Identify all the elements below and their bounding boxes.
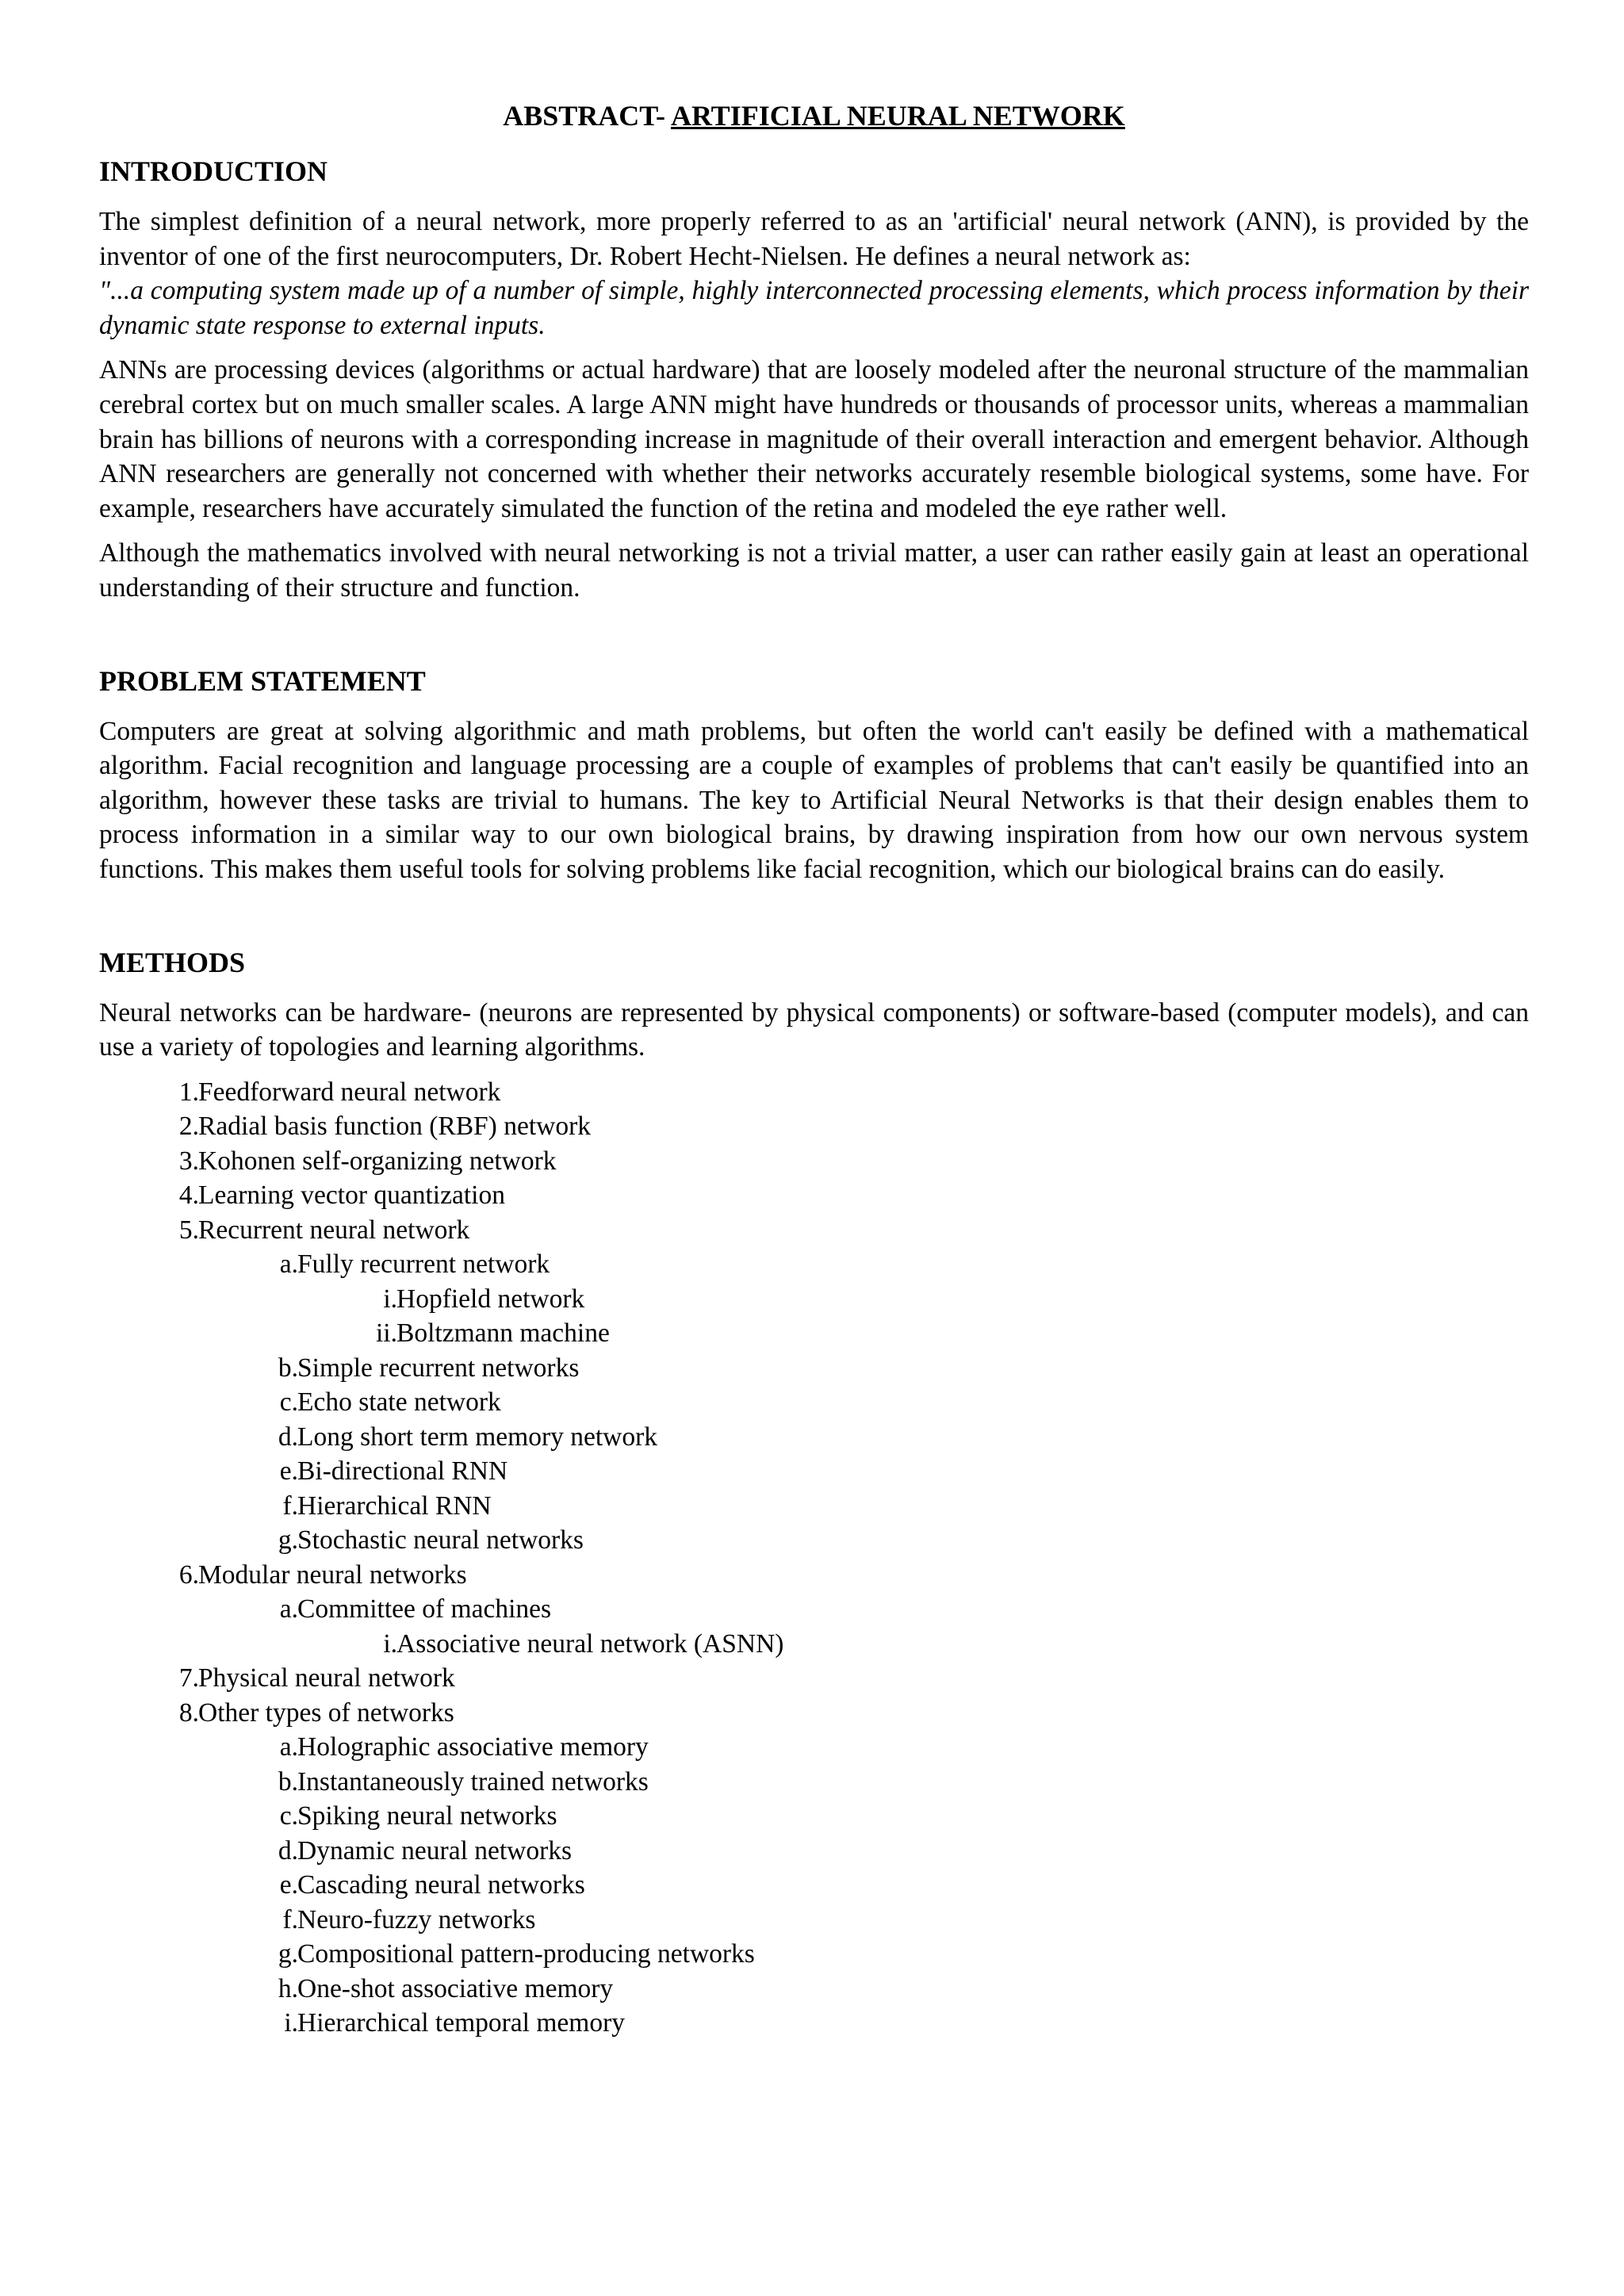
list-item-number: h. — [278, 1973, 298, 2003]
list-item-number: 3. — [178, 1146, 199, 1176]
introduction-paragraph-1 — [99, 205, 1529, 342]
list-item — [99, 1213, 1529, 1248]
list-item-number: a. — [279, 1249, 298, 1280]
problem-paragraph: Computers are great at solving algorithmic and math problems, but often the world can't easily be defined with a mathematical algorithm. Facial recognition and language processing are a couple of examples of problems that can't easily be quantified into an algorithm, however these tasks are trivial to humans. The key to Artificial Neural Networks is that their design enables them to process information in a similar way to our own biological brains, by drawing inspiration from how our own nervous system functions. This makes them useful tools for solving problems like facial recognition, which our biological brains can do easily. — [99, 716, 1529, 884]
list-item — [99, 1523, 1529, 1558]
list-item-number: f. — [282, 1904, 298, 1934]
list-item — [99, 1765, 1529, 1800]
introduction-p1-text: The simplest definition of a neural network, more properly referred to as an 'artificial' neural network (ANN), is provided by the inventor of one of the first neurocomputers, Dr. Robert Hecht-Nielsen. He defines a neural network as: — [99, 207, 1529, 271]
list-item-number: i. — [284, 2008, 298, 2038]
list-item-number: c. — [279, 1801, 298, 1831]
introduction-paragraph-3: Although the mathematics involved with neural networking is not a trivial matter, a user can rather easily gain at least an operational understanding of their structure and function. — [99, 538, 1529, 603]
list-item — [99, 1834, 1529, 1869]
list-item-text: Fully recurrent network — [297, 1249, 550, 1280]
list-item-number: 4. — [178, 1181, 199, 1211]
list-item — [99, 1558, 1529, 1593]
list-item-number: i. — [383, 1284, 397, 1314]
list-item-text: Associative neural network (ASNN) — [396, 1628, 784, 1659]
list-item — [99, 1178, 1529, 1213]
list-item-number: g. — [278, 1525, 298, 1556]
introduction-paragraph-2: ANNs are processing devices (algorithms or actual hardware) that are loosely modeled after the neuronal structure of the mammalian cerebral cortex but on much smaller scales. A large ANN might have hundreds or thousands of processor units, whereas a mammalian brain has billions of neurons with a corresponding increase in magnitude of their overall interaction and emergent behavior. Although ANN researchers are generally not concerned with whether their networks accurately resemble biological systems, some have. For example, researchers have accurately simulated the function of the retina and modeled the eye rather well. — [99, 355, 1529, 523]
list-item — [99, 1937, 1529, 1972]
title-underlined: ARTIFICIAL NEURAL NETWORK — [670, 100, 1125, 132]
list-item — [99, 1799, 1529, 1834]
list-item — [99, 1075, 1529, 1110]
list-item — [99, 1627, 1529, 1662]
list-item-number: e. — [279, 1456, 298, 1487]
list-item-text: Other types of networks — [198, 1697, 454, 1728]
list-item-text: Instantaneously trained networks — [297, 1766, 649, 1797]
list-item — [99, 1730, 1529, 1765]
list-item-text: Stochastic neural networks — [297, 1525, 584, 1556]
list-item — [99, 1454, 1529, 1489]
list-item-number: c. — [279, 1387, 298, 1418]
list-item-number: g. — [278, 1939, 298, 1969]
section-spacer — [99, 616, 1529, 664]
list-item — [99, 1903, 1529, 1938]
section-spacer — [99, 897, 1529, 945]
list-item-text: Hopfield network — [396, 1284, 585, 1314]
list-item-number: 1. — [178, 1077, 199, 1107]
list-item-number: a. — [279, 1594, 298, 1624]
list-item-text: Hierarchical temporal memory — [297, 2008, 625, 2038]
list-item-number: 2. — [178, 1112, 199, 1142]
list-item — [99, 1696, 1529, 1731]
methods-heading: METHODS — [99, 946, 246, 978]
problem-heading: PROBLEM STATEMENT — [99, 664, 426, 697]
list-item-number: b. — [278, 1766, 298, 1797]
list-item — [99, 1282, 1529, 1317]
list-item-text: Compositional pattern-producing networks — [297, 1939, 755, 1969]
list-item-text: Modular neural networks — [198, 1559, 467, 1590]
list-item — [99, 1316, 1529, 1351]
list-item-number: 8. — [178, 1697, 199, 1728]
introduction-heading: INTRODUCTION — [99, 155, 328, 187]
list-item-text: Echo state network — [297, 1387, 501, 1418]
list-item-text: Kohonen self-organizing network — [198, 1146, 557, 1176]
network-types-list — [99, 1075, 1529, 2041]
list-item-text: Simple recurrent networks — [297, 1353, 580, 1383]
list-item-text: Long short term memory network — [297, 1422, 658, 1452]
list-item-text: Dynamic neural networks — [297, 1835, 573, 1866]
list-item-number: ii. — [376, 1318, 397, 1349]
title-prefix: ABSTRACT- — [503, 100, 671, 132]
list-item-text: Committee of machines — [297, 1594, 552, 1624]
list-item-number: 7. — [178, 1663, 199, 1693]
list-item — [99, 1868, 1529, 1903]
list-item — [99, 1109, 1529, 1144]
list-item-text: Spiking neural networks — [297, 1801, 557, 1831]
list-item-number: d. — [278, 1835, 298, 1866]
list-item-number: d. — [278, 1422, 298, 1452]
list-item — [99, 1489, 1529, 1524]
list-item-text: Feedforward neural network — [198, 1077, 501, 1107]
list-item — [99, 1972, 1529, 2007]
list-item-text: Bi-directional RNN — [297, 1456, 508, 1487]
list-item — [99, 1385, 1529, 1420]
list-item-number: e. — [279, 1870, 298, 1900]
document-page — [99, 98, 1529, 2041]
list-item — [99, 2006, 1529, 2041]
list-item — [99, 1144, 1529, 1179]
list-item-number: i. — [383, 1628, 397, 1659]
list-item-text: Radial basis function (RBF) network — [198, 1112, 591, 1142]
list-item-text: Physical neural network — [198, 1663, 455, 1693]
document-title — [99, 98, 1529, 133]
list-item-number: 6. — [178, 1559, 199, 1590]
list-item-text: Cascading neural networks — [297, 1870, 585, 1900]
list-item-text: Learning vector quantization — [198, 1181, 505, 1211]
list-item-text: Hierarchical RNN — [297, 1490, 492, 1521]
list-item-text: Holographic associative memory — [297, 1732, 649, 1762]
list-item-text: Boltzmann machine — [396, 1318, 610, 1349]
list-item — [99, 1247, 1529, 1282]
list-item-number: b. — [278, 1353, 298, 1383]
list-item-text: Recurrent neural network — [198, 1215, 470, 1245]
list-item-number: a. — [279, 1732, 298, 1762]
list-item — [99, 1592, 1529, 1627]
list-item-text: Neuro-fuzzy networks — [297, 1904, 536, 1934]
list-item-text: One-shot associative memory — [297, 1973, 614, 2003]
list-item — [99, 1351, 1529, 1386]
list-item-number: 5. — [178, 1215, 199, 1245]
definition-quote: "...a computing system made up of a number of simple, highly interconnected processing elements, which process information by their dynamic state response to external inputs. — [99, 276, 1529, 340]
list-item — [99, 1661, 1529, 1696]
list-item — [99, 1420, 1529, 1455]
list-item-number: f. — [282, 1490, 298, 1521]
methods-paragraph: Neural networks can be hardware- (neurons are represented by physical components) or software-based (computer models), and can use a variety of topologies and learning algorithms. — [99, 997, 1529, 1062]
